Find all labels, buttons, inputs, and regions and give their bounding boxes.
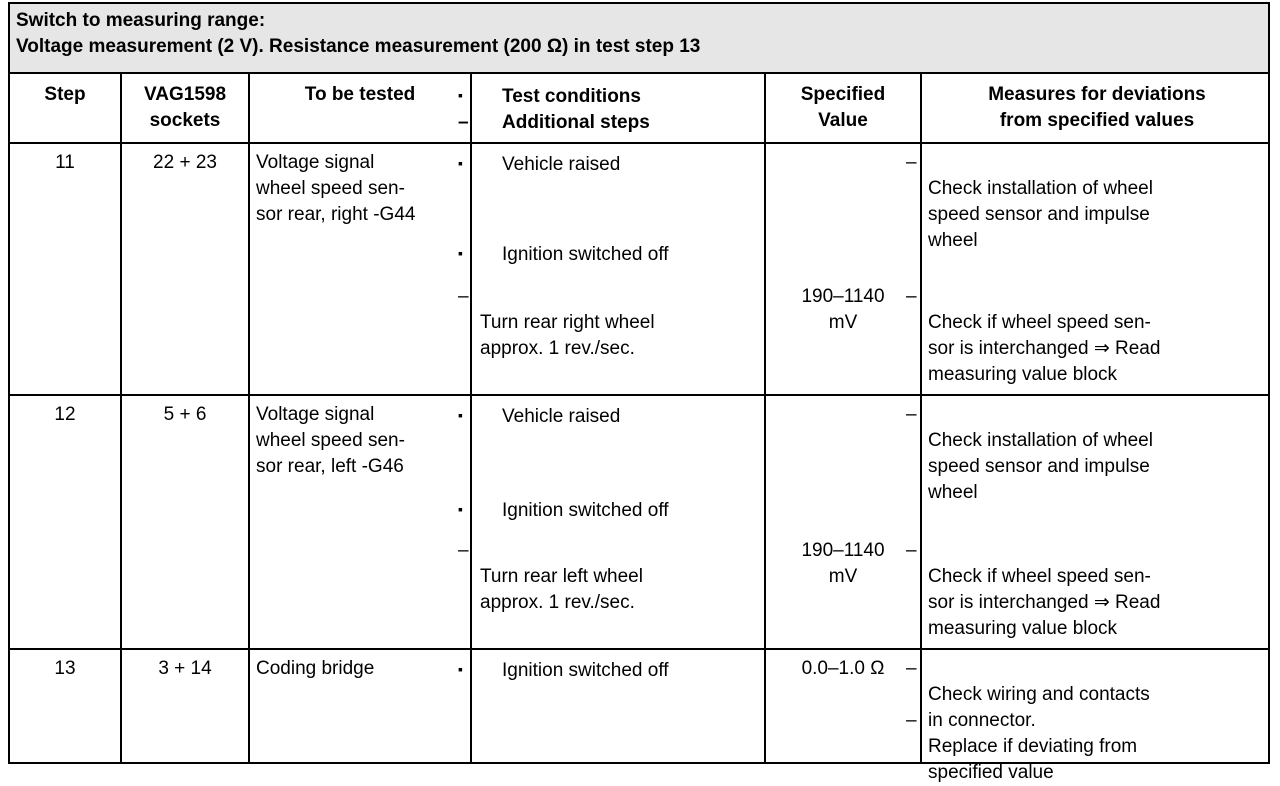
step-11-number: 11 (55, 152, 75, 173)
header-measures-line-2: from specified values (999, 110, 1195, 131)
step-11-additional-step (480, 284, 762, 362)
header-specified-line-1: Specified (800, 84, 886, 105)
step-12-sockets: 5 + 6 (163, 404, 207, 425)
step-13-number: 13 (54, 658, 76, 679)
measure-line: – Check if wheel speed sen- (928, 312, 1151, 333)
header-measures-line-1: Measures for deviations (988, 84, 1206, 105)
measure-line: wheel (928, 482, 978, 503)
step-11-tested (256, 150, 468, 228)
specified-value-number: 0.0–1.0 Ω (801, 658, 885, 679)
step-12-measure-installation (928, 402, 1270, 506)
measure-line: specified value (928, 762, 1054, 783)
measure-line: – Replace if deviating from (928, 736, 1138, 757)
header-sockets-line-2: sockets (149, 110, 221, 131)
column-divider (470, 74, 472, 762)
measure-line: speed sensor and impulse (928, 456, 1150, 477)
additional-step-line: approx. 1 rev./sec. (480, 338, 635, 359)
header-specified (766, 82, 920, 134)
tested-line: Voltage signal (256, 404, 375, 425)
tested-line: sor rear, right -G44 (256, 204, 416, 225)
step-11-measure-interchanged (928, 284, 1270, 388)
measure-line: sor is interchanged ⇒ Read (928, 592, 1161, 613)
step-11-measure-installation (928, 150, 1270, 254)
specified-value-unit: mV (828, 566, 858, 587)
header-sockets (122, 82, 248, 134)
header-step (10, 82, 120, 108)
measure-line: sor is interchanged ⇒ Read (928, 338, 1161, 359)
tested-line: Voltage signal (256, 152, 375, 173)
tested-line: wheel speed sen- (256, 430, 405, 451)
step-12-number: 12 (54, 404, 76, 425)
tested-line: Coding bridge (256, 658, 375, 679)
header-conditions-line-2: – Additional steps (480, 110, 764, 136)
specified-value-number: 190–1140 (801, 540, 885, 561)
measure-line: measuring value block (928, 364, 1118, 385)
tested-line: wheel speed sen- (256, 178, 405, 199)
step-11-specified-value (766, 284, 920, 336)
measure-line: – Check installation of wheel (928, 178, 1153, 199)
step-12-additional-step (480, 538, 762, 616)
step-13-sockets: 3 + 14 (158, 658, 212, 679)
banner-line-2: Voltage measurement (2 V). Resistance measurement (200 Ω) in test step 13 (16, 36, 701, 57)
specified-value-unit: mV (828, 312, 858, 333)
column-divider (248, 74, 250, 762)
header-step-label: Step (44, 84, 86, 105)
measure-line: – Check installation of wheel (928, 430, 1153, 451)
step-12-condition-raised: ▪ Vehicle raised (480, 402, 762, 430)
measure-line: speed sensor and impulse (928, 204, 1150, 225)
header-tested-label: To be tested (304, 84, 416, 105)
specified-value-number: 190–1140 (801, 286, 885, 307)
row-divider (10, 394, 1268, 396)
header-conditions-line-1: ▪ Test conditions (480, 82, 764, 110)
additional-step-line: – Turn rear left wheel (480, 566, 643, 587)
header-conditions (480, 82, 764, 136)
row-divider (10, 648, 1268, 650)
step-12-measure-interchanged (928, 538, 1270, 642)
measuring-range-banner (10, 4, 1268, 74)
additional-step-line: approx. 1 rev./sec. (480, 592, 635, 613)
step-11-sockets: 22 + 23 (153, 152, 217, 173)
header-measures (922, 82, 1272, 134)
step-11-condition-ignition: ▪ Ignition switched off (480, 240, 762, 268)
header-divider (10, 142, 1268, 144)
additional-step-line: – Turn rear right wheel (480, 312, 655, 333)
measure-line: measuring value block (928, 618, 1118, 639)
header-tested (250, 82, 470, 108)
step-12-tested (256, 402, 468, 480)
header-specified-line-2: Value (818, 110, 868, 131)
measure-line: wheel (928, 230, 978, 251)
step-13-condition-ignition: ▪ Ignition switched off (480, 656, 762, 684)
step-12-specified-value (766, 538, 920, 590)
column-divider (920, 74, 922, 762)
measure-line: in connector. (928, 710, 1036, 731)
banner-line-1: Switch to measuring range: (16, 10, 266, 31)
measure-line: – Check wiring and contacts (928, 684, 1150, 705)
step-13-specified-value (766, 656, 920, 682)
step-13-measure-replace (928, 708, 1270, 786)
step-11-condition-raised: ▪ Vehicle raised (480, 150, 762, 178)
tested-line: sor rear, left -G46 (256, 456, 404, 477)
step-13-tested (256, 656, 468, 682)
header-sockets-line-1: VAG1598 (143, 84, 227, 105)
test-table (8, 2, 1270, 783)
measure-line: – Check if wheel speed sen- (928, 566, 1151, 587)
step-12-condition-ignition: ▪ Ignition switched off (480, 496, 762, 524)
